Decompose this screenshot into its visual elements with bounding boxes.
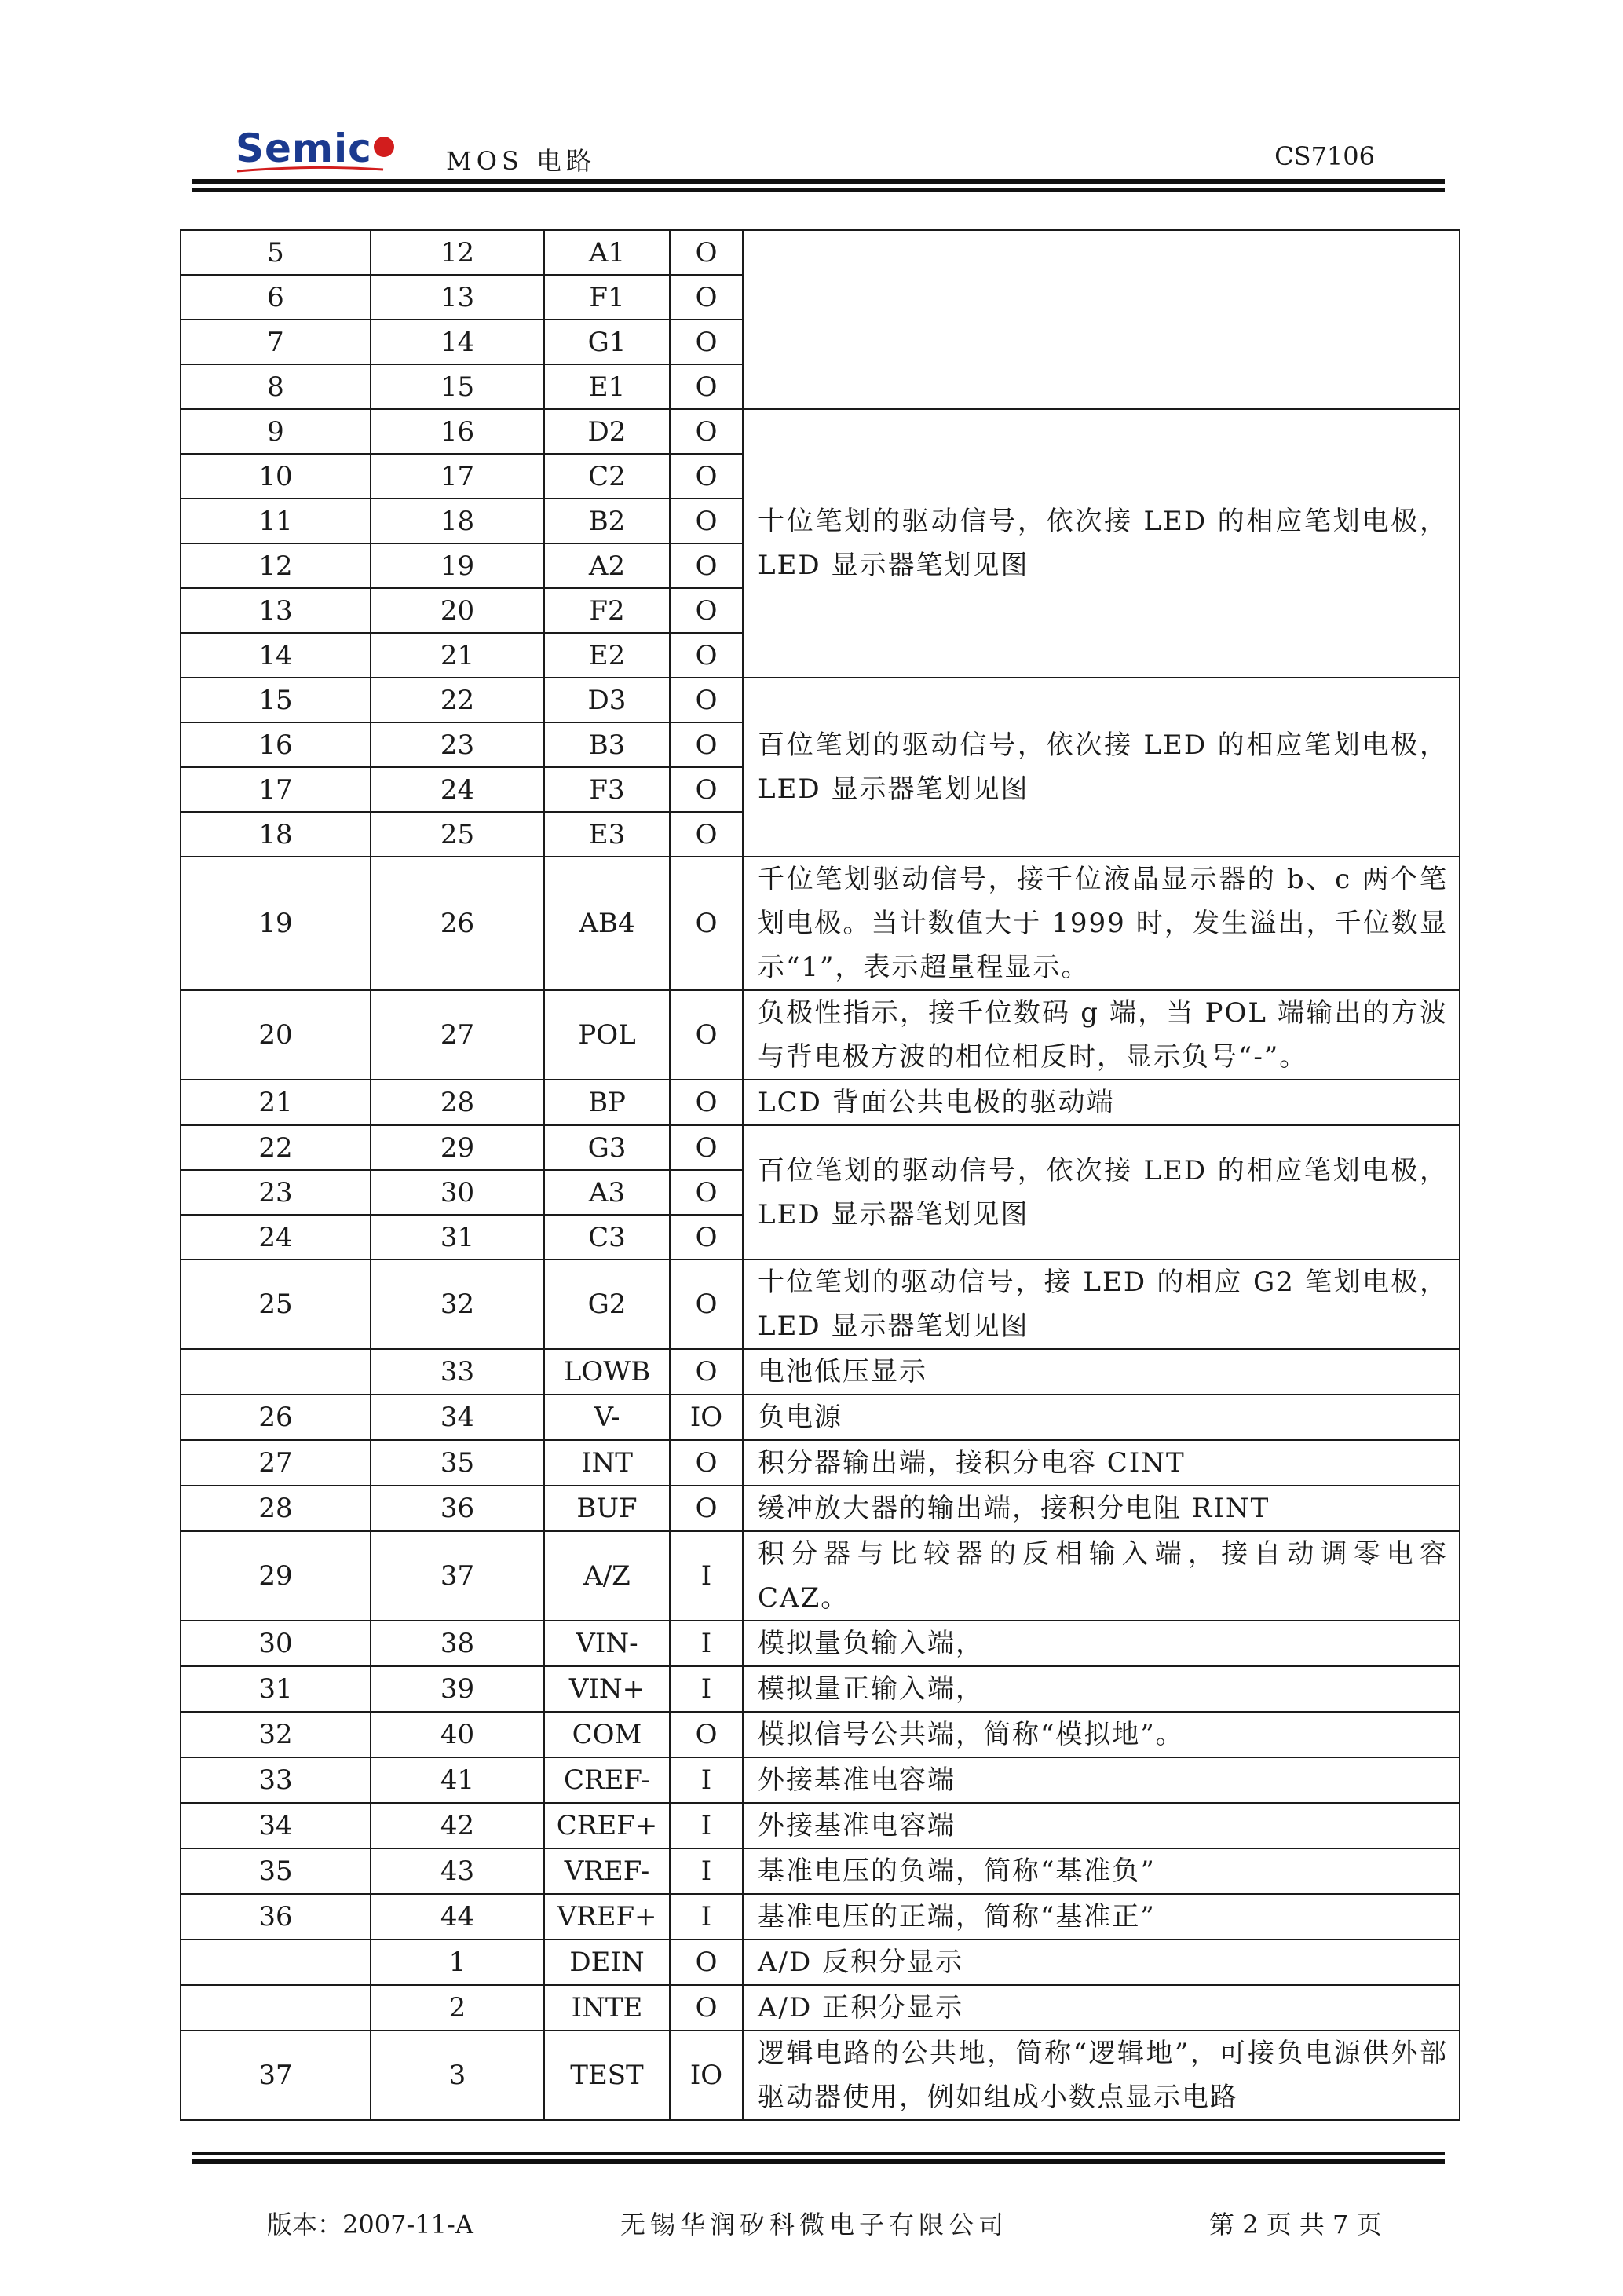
pin-description: 积分器与比较器的反相输入端，接自动调零电容 CAZ。 bbox=[743, 1531, 1460, 1621]
pin-dip: 11 bbox=[181, 499, 371, 543]
pin-dip: 14 bbox=[181, 633, 371, 678]
pin-dip: 26 bbox=[181, 1395, 371, 1440]
pin-dip: 37 bbox=[181, 2031, 371, 2120]
pin-qfp: 34 bbox=[371, 1395, 544, 1440]
pin-dip: 28 bbox=[181, 1486, 371, 1531]
pin-symbol: G3 bbox=[544, 1125, 670, 1170]
pin-io: O bbox=[670, 364, 743, 409]
pin-symbol: VIN+ bbox=[544, 1666, 670, 1712]
table-row bbox=[181, 1848, 1460, 1894]
pin-io: O bbox=[670, 1440, 743, 1486]
table-row bbox=[181, 1803, 1460, 1848]
pin-symbol: BUF bbox=[544, 1486, 670, 1531]
pin-description: 千位笔划驱动信号，接千位液晶显示器的 b、c 两个笔划电极。当计数值大于 1999 时，发生溢出，千位数显示“1”，表示超量程显示。 bbox=[743, 857, 1460, 990]
pin-io: I bbox=[670, 1621, 743, 1666]
pin-io: O bbox=[670, 633, 743, 678]
pin-description: 百位笔划的驱动信号，依次接 LED 的相应笔划电极，LED 显示器笔划见图 bbox=[743, 678, 1460, 857]
table-row bbox=[181, 1260, 1460, 1349]
pin-dip: 10 bbox=[181, 454, 371, 499]
pin-symbol: BP bbox=[544, 1080, 670, 1125]
pin-io: O bbox=[670, 857, 743, 990]
pin-io: O bbox=[670, 1125, 743, 1170]
pin-dip: 36 bbox=[181, 1894, 371, 1940]
pin-qfp: 16 bbox=[371, 409, 544, 454]
pin-io: O bbox=[670, 1985, 743, 2031]
pin-dip: 8 bbox=[181, 364, 371, 409]
pin-description: A/D 正积分显示 bbox=[743, 1985, 1460, 2031]
header-rule bbox=[192, 179, 1445, 184]
pin-symbol: COM bbox=[544, 1712, 670, 1757]
logo-swoosh-icon bbox=[236, 166, 385, 173]
pin-symbol: E1 bbox=[544, 364, 670, 409]
table-row bbox=[181, 1985, 1460, 2031]
pin-symbol: F3 bbox=[544, 767, 670, 812]
table-row bbox=[181, 230, 1460, 275]
pin-dip: 25 bbox=[181, 1260, 371, 1349]
pin-symbol: CREF- bbox=[544, 1757, 670, 1803]
pin-description: 基准电压的负端，简称“基准负” bbox=[743, 1848, 1460, 1894]
pin-qfp: 13 bbox=[371, 275, 544, 320]
table-row bbox=[181, 1080, 1460, 1125]
pin-io: O bbox=[670, 1486, 743, 1531]
pin-qfp: 38 bbox=[371, 1621, 544, 1666]
pin-io: O bbox=[670, 230, 743, 275]
table-row bbox=[181, 1531, 1460, 1621]
logo-dot-icon bbox=[374, 137, 394, 157]
pin-io: I bbox=[670, 1531, 743, 1621]
pin-symbol: A1 bbox=[544, 230, 670, 275]
pin-dip: 18 bbox=[181, 812, 371, 857]
pin-description: 积分器输出端，接积分电容 CINT bbox=[743, 1440, 1460, 1486]
pin-io: O bbox=[670, 1940, 743, 1985]
table-row bbox=[181, 1712, 1460, 1757]
pin-symbol: A/Z bbox=[544, 1531, 670, 1621]
pin-qfp: 31 bbox=[371, 1215, 544, 1260]
pin-table bbox=[180, 229, 1460, 2121]
pin-qfp: 20 bbox=[371, 588, 544, 633]
pin-qfp: 27 bbox=[371, 990, 544, 1080]
header-rule bbox=[192, 188, 1445, 192]
table-row bbox=[181, 1486, 1460, 1531]
footer-version: 版本：2007-11-A bbox=[267, 2210, 473, 2239]
pin-symbol: B3 bbox=[544, 722, 670, 767]
pin-symbol: C3 bbox=[544, 1215, 670, 1260]
pin-symbol: INTE bbox=[544, 1985, 670, 2031]
pin-symbol: V- bbox=[544, 1395, 670, 1440]
pin-symbol: TEST bbox=[544, 2031, 670, 2120]
pin-description: 负电源 bbox=[743, 1395, 1460, 1440]
pin-io: I bbox=[670, 1803, 743, 1848]
pin-qfp: 43 bbox=[371, 1848, 544, 1894]
table-row bbox=[181, 990, 1460, 1080]
footer-company: 无锡华润矽科微电子有限公司 bbox=[620, 2210, 1009, 2239]
pin-description: A/D 反积分显示 bbox=[743, 1940, 1460, 1985]
pin-dip: 31 bbox=[181, 1666, 371, 1712]
pin-io: O bbox=[670, 320, 743, 364]
pin-description: 外接基准电容端 bbox=[743, 1757, 1460, 1803]
pin-qfp: 12 bbox=[371, 230, 544, 275]
pin-dip: 29 bbox=[181, 1531, 371, 1621]
footer-page-number: 第 2 页 共 7 页 bbox=[1209, 2210, 1382, 2239]
pin-qfp: 15 bbox=[371, 364, 544, 409]
pin-symbol: E3 bbox=[544, 812, 670, 857]
pin-symbol: F1 bbox=[544, 275, 670, 320]
table-row bbox=[181, 1940, 1460, 1985]
table-row bbox=[181, 1757, 1460, 1803]
pin-io: I bbox=[670, 1848, 743, 1894]
pin-qfp: 28 bbox=[371, 1080, 544, 1125]
pin-dip: 33 bbox=[181, 1757, 371, 1803]
pin-io: O bbox=[670, 767, 743, 812]
pin-io: O bbox=[670, 275, 743, 320]
table-row bbox=[181, 2031, 1460, 2120]
pin-qfp: 3 bbox=[371, 2031, 544, 2120]
pin-description: LCD 背面公共电极的驱动端 bbox=[743, 1080, 1460, 1125]
table-row bbox=[181, 1894, 1460, 1940]
pin-dip: 20 bbox=[181, 990, 371, 1080]
pin-qfp: 24 bbox=[371, 767, 544, 812]
pin-io: O bbox=[670, 454, 743, 499]
pin-description: 逻辑电路的公共地，简称“逻辑地”，可接负电源供外部驱动器使用，例如组成小数点显示电路 bbox=[743, 2031, 1460, 2120]
table-row bbox=[181, 1440, 1460, 1486]
pin-io: O bbox=[670, 722, 743, 767]
pin-qfp: 19 bbox=[371, 543, 544, 588]
pin-qfp: 41 bbox=[371, 1757, 544, 1803]
pin-dip: 13 bbox=[181, 588, 371, 633]
pin-symbol: F2 bbox=[544, 588, 670, 633]
pin-io: O bbox=[670, 543, 743, 588]
pin-description: 负极性指示，接千位数码 g 端，当 POL 端输出的方波与背电极方波的相位相反时，显示负号“-”。 bbox=[743, 990, 1460, 1080]
pin-qfp: 14 bbox=[371, 320, 544, 364]
pin-description bbox=[743, 230, 1460, 409]
pin-symbol: POL bbox=[544, 990, 670, 1080]
pin-dip: 7 bbox=[181, 320, 371, 364]
footer-rule bbox=[192, 2159, 1445, 2164]
pin-dip: 6 bbox=[181, 275, 371, 320]
pin-description: 十位笔划的驱动信号，接 LED 的相应 G2 笔划电极，LED 显示器笔划见图 bbox=[743, 1260, 1460, 1349]
pin-dip: 5 bbox=[181, 230, 371, 275]
pin-symbol: A3 bbox=[544, 1170, 670, 1215]
pin-qfp: 25 bbox=[371, 812, 544, 857]
pin-symbol: D2 bbox=[544, 409, 670, 454]
pin-qfp: 33 bbox=[371, 1349, 544, 1395]
logo-text: Semic bbox=[236, 126, 372, 171]
table-row bbox=[181, 1666, 1460, 1712]
pin-dip: 15 bbox=[181, 678, 371, 722]
pin-dip: 17 bbox=[181, 767, 371, 812]
pin-qfp: 22 bbox=[371, 678, 544, 722]
pin-dip: 24 bbox=[181, 1215, 371, 1260]
pin-description: 模拟量负输入端， bbox=[743, 1621, 1460, 1666]
pin-symbol: LOWB bbox=[544, 1349, 670, 1395]
pin-symbol: VREF+ bbox=[544, 1894, 670, 1940]
table-row bbox=[181, 409, 1460, 454]
pin-symbol: G1 bbox=[544, 320, 670, 364]
pin-description: 基准电压的正端，简称“基准正” bbox=[743, 1894, 1460, 1940]
pin-dip bbox=[181, 1349, 371, 1395]
pin-io: O bbox=[670, 1260, 743, 1349]
pin-qfp: 37 bbox=[371, 1531, 544, 1621]
pin-io: O bbox=[670, 1080, 743, 1125]
pin-io: I bbox=[670, 1894, 743, 1940]
table-row bbox=[181, 1395, 1460, 1440]
pin-dip: 12 bbox=[181, 543, 371, 588]
pin-qfp: 2 bbox=[371, 1985, 544, 2031]
pin-qfp: 39 bbox=[371, 1666, 544, 1712]
pin-qfp: 42 bbox=[371, 1803, 544, 1848]
pin-io: IO bbox=[670, 1395, 743, 1440]
pin-symbol: A2 bbox=[544, 543, 670, 588]
pin-symbol: CREF+ bbox=[544, 1803, 670, 1848]
pin-qfp: 29 bbox=[371, 1125, 544, 1170]
pin-symbol: AB4 bbox=[544, 857, 670, 990]
pin-dip: 16 bbox=[181, 722, 371, 767]
pin-description: 缓冲放大器的输出端，接积分电阻 RINT bbox=[743, 1486, 1460, 1531]
table-row bbox=[181, 678, 1460, 722]
pin-dip: 22 bbox=[181, 1125, 371, 1170]
footer-rule bbox=[192, 2152, 1445, 2155]
pin-dip: 19 bbox=[181, 857, 371, 990]
pin-dip: 23 bbox=[181, 1170, 371, 1215]
pin-symbol: G2 bbox=[544, 1260, 670, 1349]
pin-io: O bbox=[670, 678, 743, 722]
pin-qfp: 26 bbox=[371, 857, 544, 990]
pin-io: O bbox=[670, 812, 743, 857]
pin-symbol: E2 bbox=[544, 633, 670, 678]
pin-description: 百位笔划的驱动信号，依次接 LED 的相应笔划电极，LED 显示器笔划见图 bbox=[743, 1125, 1460, 1260]
pin-io: O bbox=[670, 990, 743, 1080]
pin-description: 模拟信号公共端，简称“模拟地”。 bbox=[743, 1712, 1460, 1757]
pin-description: 模拟量正输入端， bbox=[743, 1666, 1460, 1712]
pin-qfp: 18 bbox=[371, 499, 544, 543]
pin-dip: 27 bbox=[181, 1440, 371, 1486]
pin-io: O bbox=[670, 1215, 743, 1260]
pin-description: 电池低压显示 bbox=[743, 1349, 1460, 1395]
table-row bbox=[181, 1125, 1460, 1170]
pin-qfp: 21 bbox=[371, 633, 544, 678]
pin-dip: 21 bbox=[181, 1080, 371, 1125]
pin-symbol: D3 bbox=[544, 678, 670, 722]
pin-symbol: C2 bbox=[544, 454, 670, 499]
pin-dip bbox=[181, 1940, 371, 1985]
pin-qfp: 44 bbox=[371, 1894, 544, 1940]
table-row bbox=[181, 1349, 1460, 1395]
pin-dip bbox=[181, 1985, 371, 2031]
pin-qfp: 35 bbox=[371, 1440, 544, 1486]
pin-dip: 32 bbox=[181, 1712, 371, 1757]
pin-qfp: 30 bbox=[371, 1170, 544, 1215]
pin-symbol: DEIN bbox=[544, 1940, 670, 1985]
pin-dip: 34 bbox=[181, 1803, 371, 1848]
part-number: CS7106 bbox=[1274, 141, 1375, 171]
pin-description: 外接基准电容端 bbox=[743, 1803, 1460, 1848]
doc-type: MOS 电路 bbox=[446, 146, 597, 176]
pin-dip: 9 bbox=[181, 409, 371, 454]
pin-io: I bbox=[670, 1757, 743, 1803]
pin-io: O bbox=[670, 409, 743, 454]
pin-symbol: VIN- bbox=[544, 1621, 670, 1666]
pin-dip: 35 bbox=[181, 1848, 371, 1894]
table-row bbox=[181, 1621, 1460, 1666]
pin-symbol: VREF- bbox=[544, 1848, 670, 1894]
pin-io: O bbox=[670, 1170, 743, 1215]
table-row bbox=[181, 857, 1460, 990]
pin-qfp: 17 bbox=[371, 454, 544, 499]
pin-qfp: 1 bbox=[371, 1940, 544, 1985]
pin-io: O bbox=[670, 588, 743, 633]
pin-qfp: 36 bbox=[371, 1486, 544, 1531]
pin-symbol: B2 bbox=[544, 499, 670, 543]
pin-io: O bbox=[670, 1712, 743, 1757]
pin-description: 十位笔划的驱动信号，依次接 LED 的相应笔划电极，LED 显示器笔划见图 bbox=[743, 409, 1460, 678]
pin-dip: 30 bbox=[181, 1621, 371, 1666]
company-logo bbox=[236, 126, 394, 171]
pin-io: I bbox=[670, 1666, 743, 1712]
pin-symbol: INT bbox=[544, 1440, 670, 1486]
pin-io: O bbox=[670, 1349, 743, 1395]
pin-qfp: 40 bbox=[371, 1712, 544, 1757]
pin-qfp: 32 bbox=[371, 1260, 544, 1349]
pin-io: IO bbox=[670, 2031, 743, 2120]
pin-qfp: 23 bbox=[371, 722, 544, 767]
pin-io: O bbox=[670, 499, 743, 543]
